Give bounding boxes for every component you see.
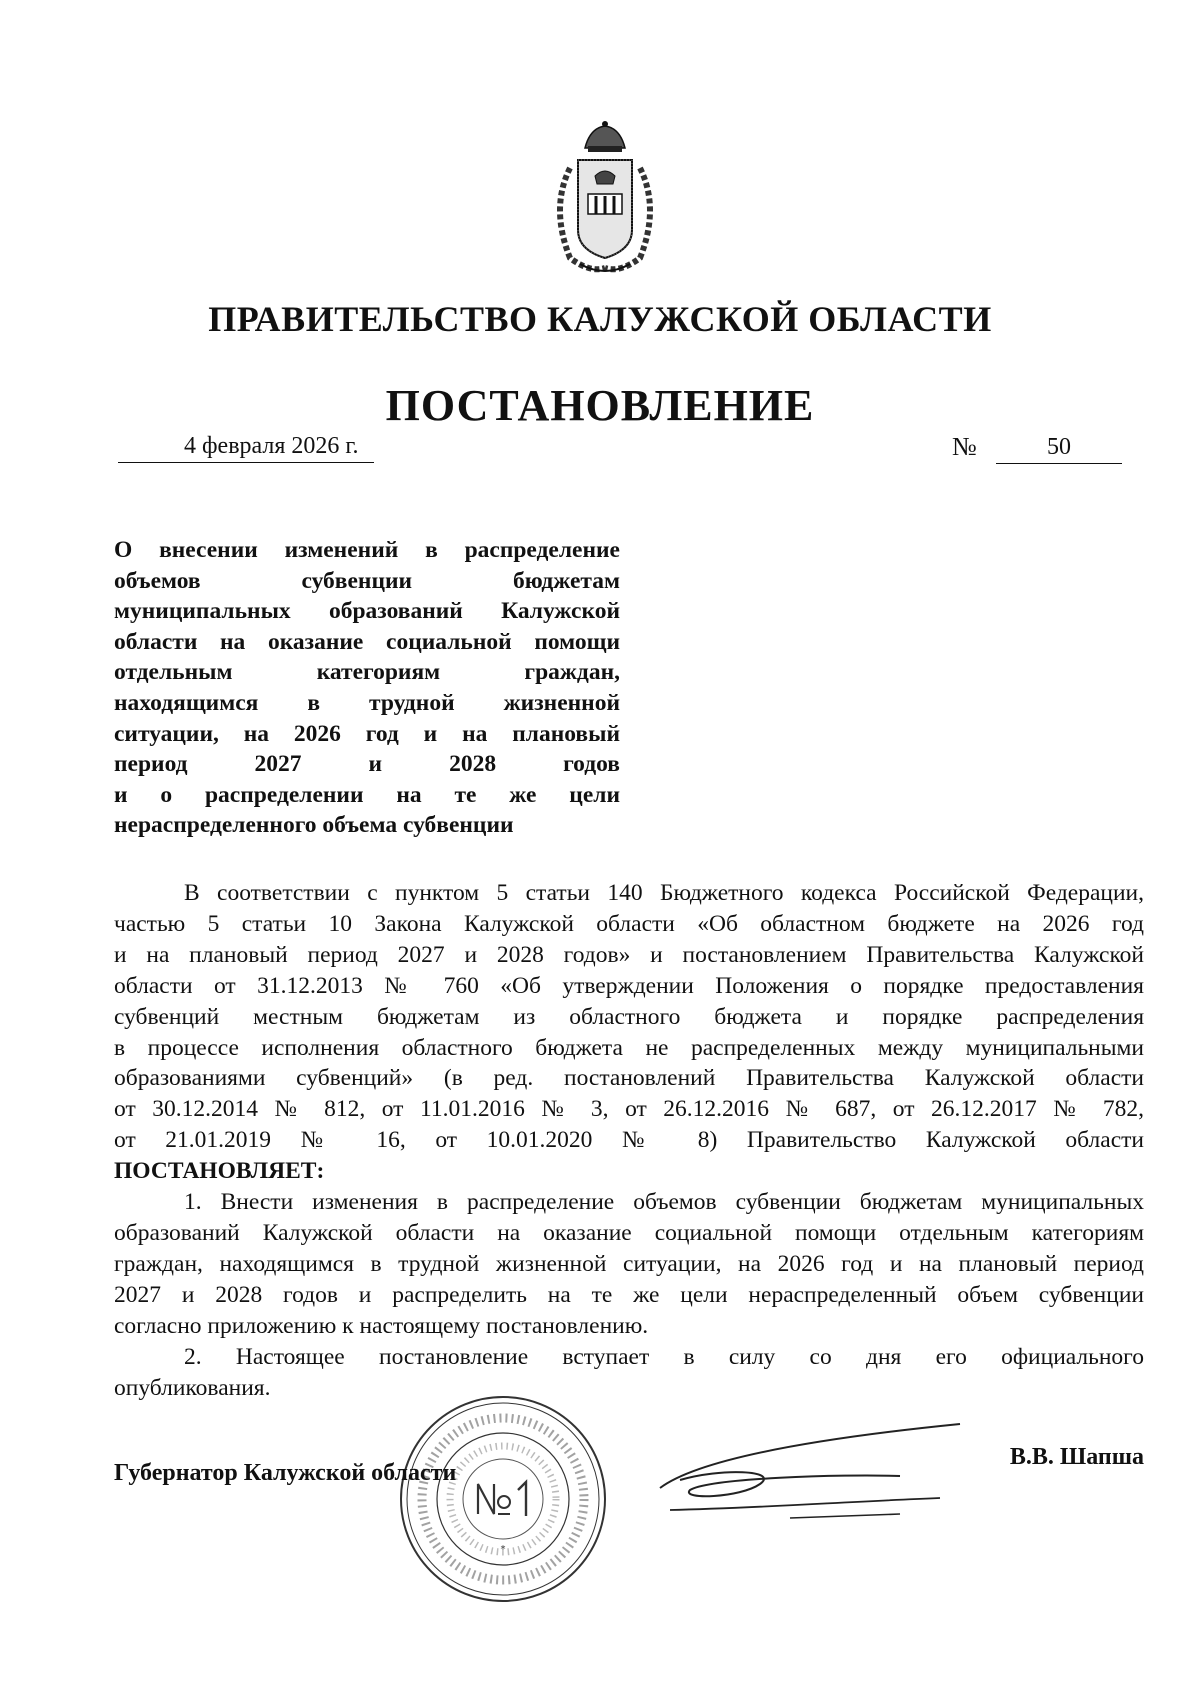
body-line: субвенций местным бюджетам из областного бюджета и порядке распределения bbox=[114, 1003, 1144, 1030]
subject-line: находящимся в трудной жизненной bbox=[114, 689, 620, 716]
body-line: образований Калужской области на оказание социальной помощи отдельным категориям bbox=[114, 1219, 1144, 1246]
number-label: № bbox=[952, 432, 977, 461]
number-value: 50 bbox=[1047, 434, 1071, 460]
coat-of-arms-icon bbox=[540, 118, 670, 278]
resolves-heading: ПОСТАНОВЛЯЕТ: bbox=[114, 1158, 325, 1185]
body-line: 1. Внести изменения в распределение объемов субвенции бюджетам муниципальных bbox=[184, 1189, 1144, 1216]
document-date-text: 4 февраля 2026 г. bbox=[184, 433, 359, 459]
body-line: граждан, находящимся в трудной жизненной ситуации, на 2026 год и на плановый период bbox=[114, 1250, 1144, 1277]
body-line: от 21.01.2019 № 16, от 10.01.2020 № 8) Правительство Калужской области bbox=[114, 1127, 1144, 1154]
document-body bbox=[114, 878, 1144, 1403]
subject-line: нераспределенного объема субвенции bbox=[114, 812, 514, 839]
subject-line: объемов субвенции бюджетам bbox=[114, 567, 620, 594]
body-line: области от 31.12.2013 № 760 «Об утверждении Положения о порядке предоставления bbox=[114, 972, 1144, 999]
document-kind: ПОСТАНОВЛЕНИЕ bbox=[385, 381, 815, 430]
subject-line: и о распределении на те же цели bbox=[114, 781, 620, 808]
body-line: в процессе исполнения областного бюджета не распределенных между муниципальными bbox=[114, 1034, 1144, 1061]
body-line: согласно приложению к настоящему постановлению. bbox=[114, 1312, 649, 1339]
body-line: В соответствии с пунктом 5 статьи 140 Бюджетного кодекса Российской Федерации, bbox=[184, 880, 1144, 906]
subject-line: О внесении изменений в распределение bbox=[114, 537, 620, 563]
body-line: образованиями субвенций» (в ред. постановлений Правительства Калужской области bbox=[114, 1065, 1144, 1092]
document-number bbox=[952, 430, 1122, 464]
signatory-name: В.В. Шапша bbox=[1009, 1444, 1144, 1470]
subject-line: отдельным категориям граждан, bbox=[114, 659, 620, 686]
body-line: частью 5 статьи 10 Закона Калужской области «Об областном бюджете на 2026 год bbox=[114, 910, 1144, 937]
body-line: от 30.12.2014 № 812, от 11.01.2016 № 3, от 26.12.2016 № 687, от 26.12.2017 № 782, bbox=[114, 1096, 1144, 1123]
body-line: опубликования. bbox=[114, 1374, 271, 1401]
subject-line: области на оказание социальной помощи bbox=[114, 628, 620, 655]
document-date bbox=[118, 430, 374, 463]
signature-row bbox=[114, 1444, 1144, 1500]
subject-line: муниципальных образований Калужской bbox=[114, 598, 620, 625]
body-line: и на плановый период 2027 и 2028 годов» и постановлением Правительства Калужской bbox=[114, 941, 1144, 968]
number-underline bbox=[996, 431, 1122, 464]
subject-line: период 2027 и 2028 годов bbox=[114, 751, 620, 778]
svg-text:*: * bbox=[500, 1544, 506, 1555]
body-line: 2027 и 2028 годов и распределить на те же цели нераспределенный объем субвенции bbox=[114, 1281, 1144, 1308]
body-line: 2. Настоящее постановление вступает в силу со дня его официального bbox=[184, 1343, 1144, 1370]
government-title: ПРАВИТЕЛЬСТВО КАЛУЖСКОЙ ОБЛАСТИ bbox=[208, 299, 992, 339]
subject-line: ситуации, на 2026 год и на плановый bbox=[114, 720, 620, 747]
document-subject bbox=[114, 535, 620, 841]
signatory-title: Губернатор Калужской области bbox=[114, 1460, 457, 1486]
